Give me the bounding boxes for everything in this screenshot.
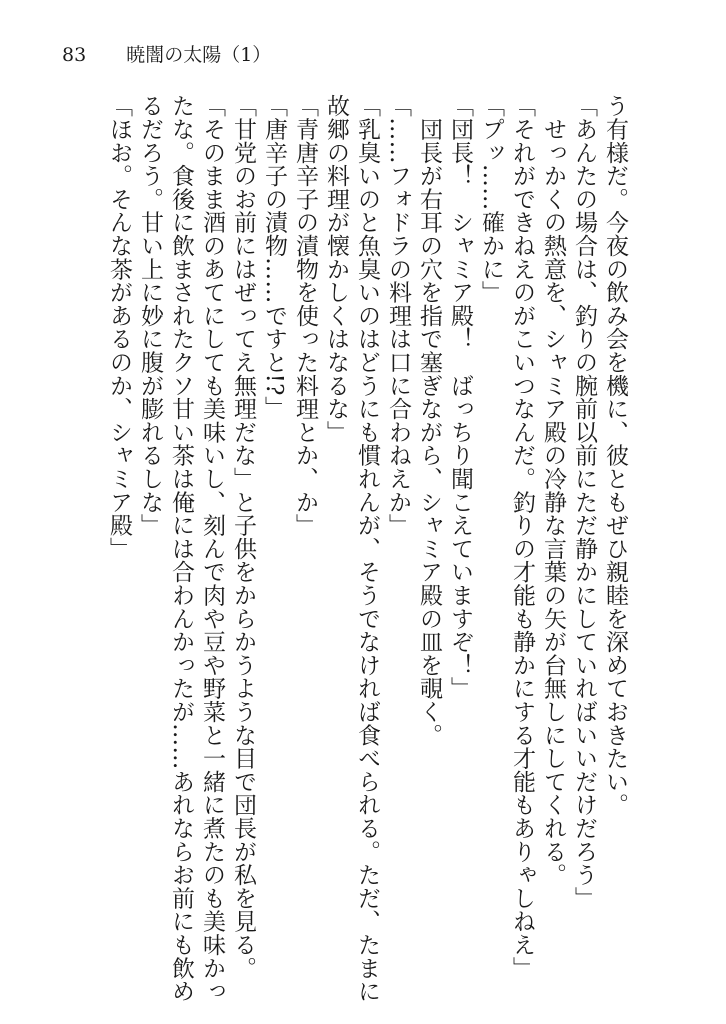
page-number: 83	[62, 44, 87, 66]
paragraph: るだろう。甘い上に妙に腹が膨れるしな」	[137, 94, 163, 537]
paragraph: 「団長！ シャミア殿！ ばっちり聞こえていますぞ！」	[447, 94, 473, 700]
paragraph: 「それができねえのがこいつなんだ。釣りの才能も静かにする才能もありゃしねえ」	[509, 94, 535, 980]
paragraph: 団長が右耳の穴を指で塞ぎながら、シャミア殿の皿を覗く。	[416, 94, 442, 747]
chapter-title: 暁闇の太陽（1）	[126, 44, 272, 66]
paragraph: せっかくの熱意を、シャミア殿の冷静な言葉の矢が台無しにしてくれる。	[540, 94, 566, 887]
paragraph: 「乳臭いのと魚臭いのはどうにも慣れんが、そうでなければ食べられる。ただ、たまに	[354, 94, 380, 1003]
paragraph: 「ほお。そんな茶があるのか、シャミア殿」	[106, 94, 132, 560]
paragraph: 「……フォドラの料理は口に合わねえか」	[385, 94, 411, 537]
paragraph: 「甘党のお前にはぜってえ無理だな」と子供をからかうような目で団長が私を見る。	[230, 94, 256, 980]
paragraph: 「プッ……確かに」	[478, 94, 504, 304]
paragraph: う有様だ。今夜の飲み会を機に、彼ともぜひ親睦を深めておきたい。	[602, 94, 628, 817]
paragraph: 「青唐辛子の漬物を使った料理とか、か」	[292, 94, 318, 537]
paragraph: 「あんたの場合は、釣りの腕前以前にただ静かにしていればいいだけだろう」	[571, 94, 597, 910]
running-header	[62, 40, 271, 70]
vertical-body-text	[70, 94, 630, 1003]
paragraph: 「唐辛子の漬物……ですと!?」	[261, 94, 287, 420]
paragraph: 「そのまま酒のあてにしても美味いし、刻んで肉や豆や野菜と一緒に煮たのも美味かっ	[199, 94, 225, 1003]
paragraph: 故郷の料理が懐かしくはなるな」	[323, 94, 349, 444]
paragraph: たな。食後に飲まされたクソ甘い茶は俺には合わんかったが……あれならお前にも飲め	[168, 94, 194, 1003]
